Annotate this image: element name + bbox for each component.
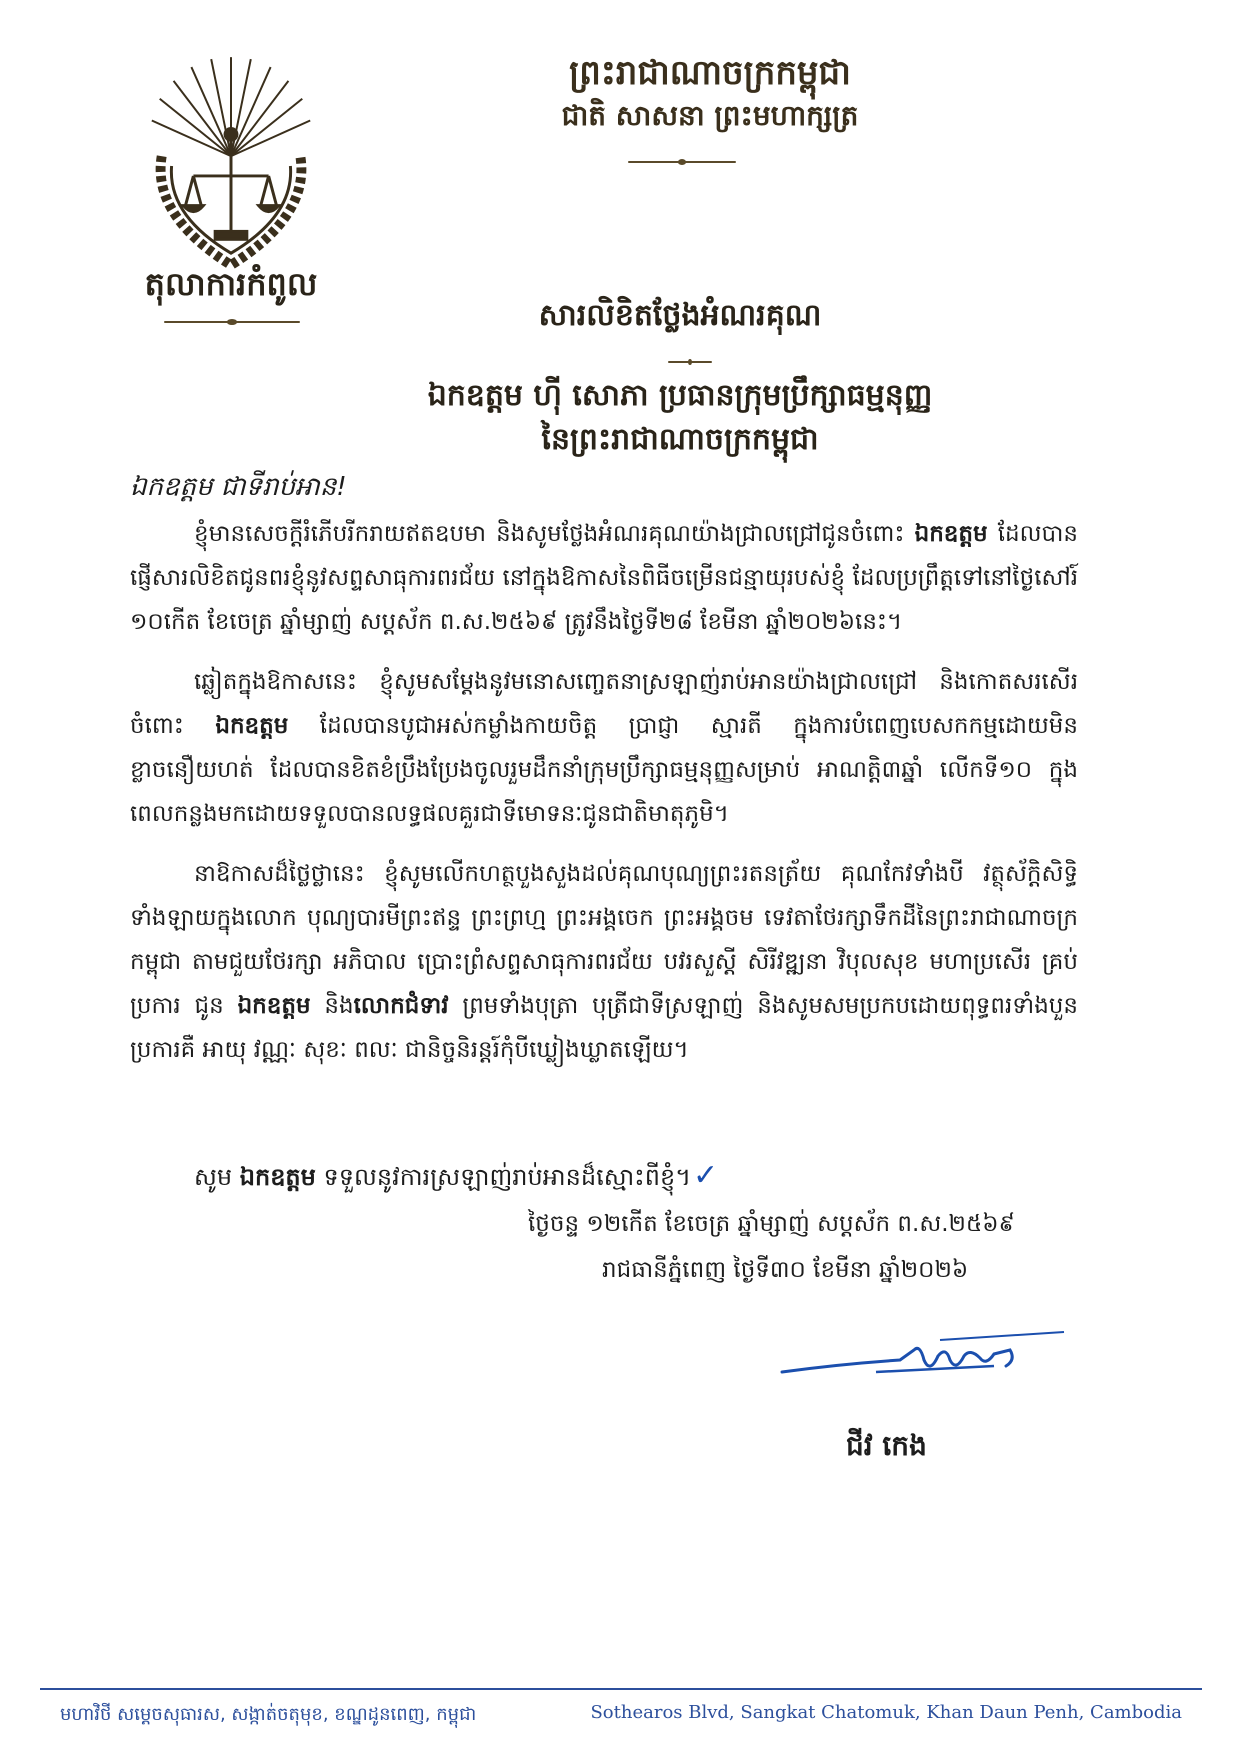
paragraph-2 xyxy=(130,660,1078,836)
closing-honorific: ឯកឧត្តម xyxy=(239,1163,316,1191)
court-name: តុលាការកំពូល xyxy=(144,265,318,303)
solar-date: រាជធានីភ្នំពេញ ថ្ងៃទី៣០ ខែមីនា ឆ្នាំ២០២៦ xyxy=(602,1257,969,1283)
kingdom-name: ព្រះរាជាណាចក្រកម្ពុជា xyxy=(569,53,851,93)
p3-text-c: និង xyxy=(310,993,354,1019)
footer-address-khmer: មហាវិថី សម្តេចសុធារស, សង្កាត់ចតុមុខ, ខណ្ឌដូនពេញ, កម្ពុជា xyxy=(60,1704,477,1725)
closing-line xyxy=(194,1158,718,1197)
signature-scribble xyxy=(780,1320,1080,1400)
letter-body xyxy=(130,512,1078,1088)
emblem-graphic xyxy=(132,46,330,296)
p2-text-a: ឆ្លៀតក្នុងឱកាសនេះ ខ្ញុំសូមសម្តែងនូវមនោសញ្ចេតនាស្រឡាញ់រាប់អានយ៉ាងជ្រាលជ្រៅ និងកោតសរសើរចំពោះ xyxy=(130,669,1078,739)
salutation: ឯកឧត្តម ជាទីរាប់អាន! xyxy=(130,472,347,502)
paragraph-1 xyxy=(130,512,1078,644)
footer-divider xyxy=(40,1688,1202,1690)
p3-text-e: ព្រមទាំងបុត្រា បុត្រីជាទីស្រឡាញ់ និងសូមសមប្រកបដោយពុទ្ធពរទាំងបួនប្រការគឺ អាយុ វណ្ណៈ សុខៈ ពលៈ ជានិច្ចនិរន្តរ៍កុំបីឃ្លៀងឃ្លាតឡើយ។ xyxy=(130,993,1078,1063)
title-ornament xyxy=(668,360,712,364)
document-title: សារលិខិតថ្លែងអំណរគុណ xyxy=(538,298,822,333)
p3-honorific-lady: លោកជំទាវ xyxy=(353,992,449,1019)
signature xyxy=(780,1320,1080,1400)
signer-name: ជីវ កេង xyxy=(846,1429,927,1462)
closing-text-a: សូម xyxy=(194,1163,240,1191)
court-name-ornament xyxy=(164,320,300,324)
p1-text-a: ខ្ញុំមានសេចក្តីរំភើបរីករាយឥតឧបមា និងសូមថ្លែងអំណរគុណយ៉ាងជ្រាលជ្រៅជូនចំពោះ xyxy=(194,521,915,547)
national-motto: ជាតិ សាសនា ព្រះមហាក្សត្រ xyxy=(561,99,859,132)
kingdom-header xyxy=(500,50,920,136)
paragraph-3 xyxy=(130,852,1078,1072)
motto-ornament xyxy=(628,160,736,164)
lunar-date: ថ្ងៃចន្ទ ១២កើត ខែចេត្រ ឆ្នាំម្សាញ់ សប្តស័ក ព.ស.២៥៦៩ xyxy=(528,1211,1015,1237)
initial-mark-icon: ✓ xyxy=(693,1158,719,1193)
p2-honorific: ឯកឧត្តម xyxy=(215,712,289,739)
p3-text-a: នាឱកាសដ៏ថ្លៃថ្លានេះ ខ្ញុំសូមលើកហត្ថបួងសួងដល់គុណបុណ្យព្រះរតនត្រ័យ គុណកែវទាំងបី វត្ថុស័ក្តិសិទ្ធិទាំងឡាយក្នុងលោក បុណ្យបារមីព្រះឥន្ទ ព្រះព្រហ្ម ព្រះអង្គចេក ព្រះអង្គចម ទេវតាថែរក្សាទឹកដីនៃព្រះរាជាណាចក្រកម្ពុជា តាមជួយថែរក្សា អភិបាល ប្រោះព្រំសព្ទសាធុការពរជ័យ បវរសួស្តី សិរីវឌ្ឍនា វិបុលសុខ មហាប្រសើរ គ្រប់ប្រការ ជូន xyxy=(130,861,1078,1019)
p1-text-c: ដែលបានផ្ញើសារលិខិតជូនពរខ្ញុំនូវសព្ទសាធុការពរជ័យ នៅក្នុងឱកាសនៃពិធីចម្រើនជន្មាយុរបស់ខ្ញុំ ដែលប្រព្រឹត្តទៅនៅថ្ងៃសៅរ៍ ១០កើត ខែចេត្រ ឆ្នាំម្សាញ់ សប្តស័ក ព.ស.២៥៦៩ ត្រូវនឹងថ្ងៃទី២៨ ខែមីនា ឆ្នាំ២០២៦នេះ។ xyxy=(130,521,1078,635)
p3-honorific: ឯកឧត្តម xyxy=(237,992,311,1019)
footer-address-english: Sothearos Blvd, Sangkat Chatomuk, Khan Daun Penh, Cambodia xyxy=(590,1702,1182,1723)
p2-text-c: ដែលបានបូជាអស់កម្លាំងកាយចិត្ត ប្រាជ្ញា ស្មារតី ក្នុងការបំពេញបេសកកម្មដោយមិនខ្លាចនឿយហត់ ដែលបានខិតខំប្រឹងប្រែងចូលរួមដឹកនាំក្រុមប្រឹក្សាធម្មនុញ្ញសម្រាប់ អាណត្តិ៣ឆ្នាំ លើកទី១០ ក្នុងពេលកន្លងមកដោយទទួលបានលទ្ធផលគួរជាទីមោទនៈជូនជាតិមាតុភូមិ។ xyxy=(130,713,1078,827)
recipient-line-2: នៃព្រះរាជាណាចក្រកម្ពុជា xyxy=(541,422,819,457)
recipient-line-1: ឯកឧត្តម ហ៊ី សោភា ប្រធានក្រុមប្រឹក្សាធម្មនុញ្ញ xyxy=(427,378,933,413)
p1-honorific: ឯកឧត្តម xyxy=(914,520,988,547)
closing-text-c: ទទួលនូវការស្រឡាញ់រាប់អានដ៏ស្មោះពីខ្ញុំ។ xyxy=(315,1163,692,1191)
